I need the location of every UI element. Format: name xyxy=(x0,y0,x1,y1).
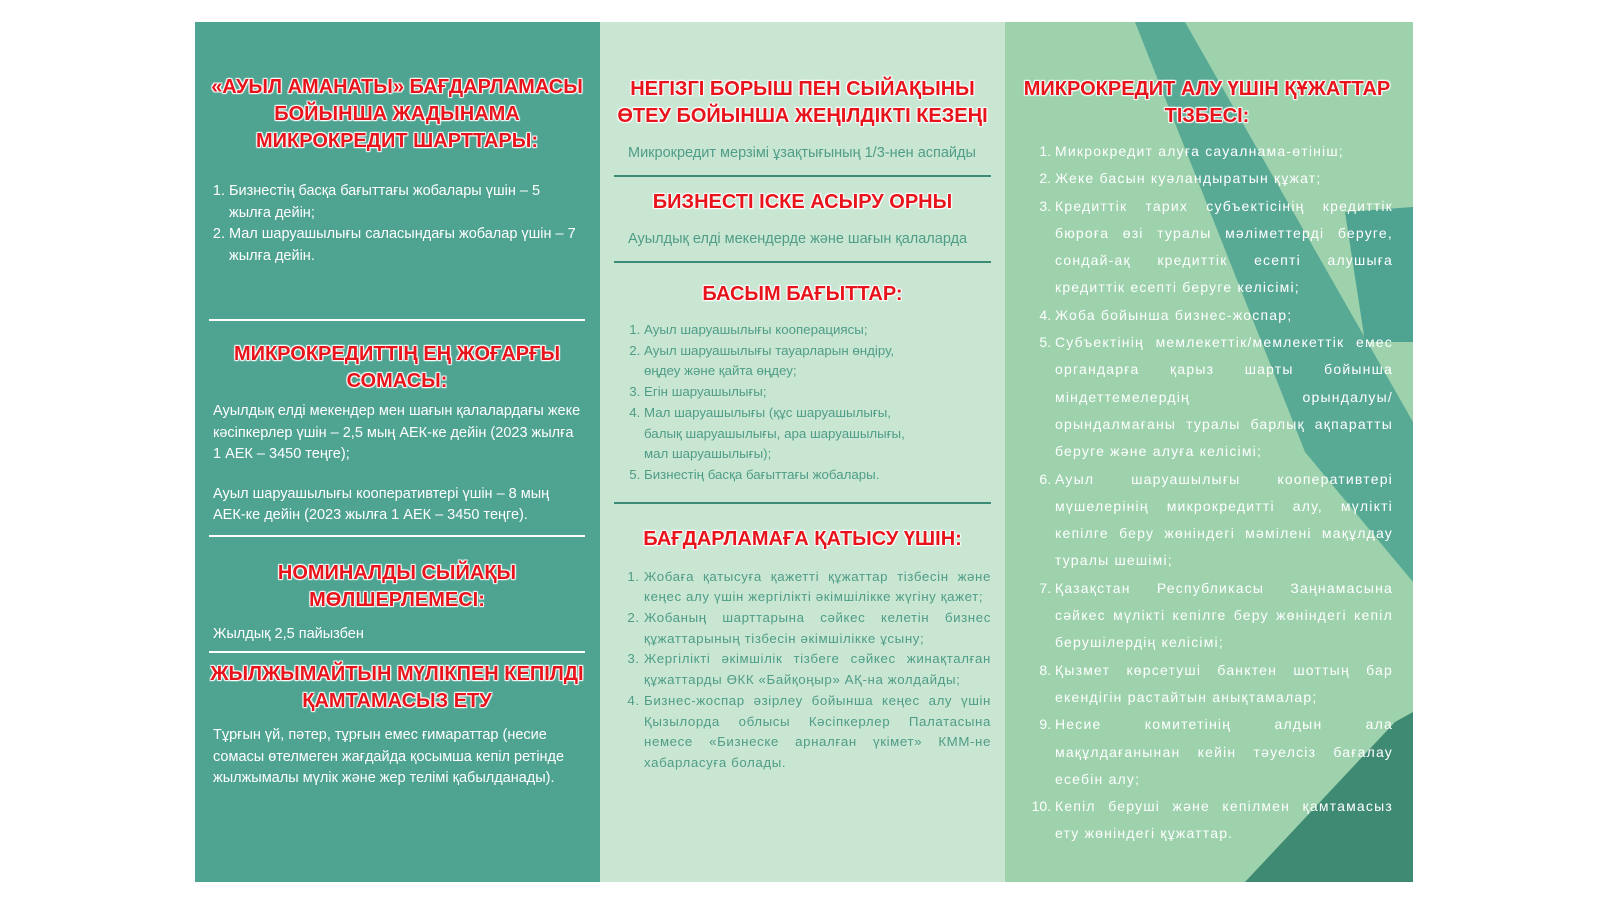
business-location-heading: БИЗНЕСТІ ІСКЕ АСЫРУ ОРНЫ xyxy=(652,191,953,213)
list-item: 2. Жеке басын куәландыратын құжат; xyxy=(1055,165,1393,192)
divider xyxy=(209,535,585,537)
grace-period-text: Микрокредит мерзімі ұзақтығының 1/3-нен аспайды xyxy=(628,145,976,161)
interest-rate-text: Жылдық 2,5 пайызбен xyxy=(213,625,364,642)
left-panel xyxy=(195,22,600,882)
documents-list xyxy=(1021,138,1393,848)
list-item: 4. Бизнес-жоспар әзірлеу бойынша кеңес алу үшін Қызылорда облысы Кәсіпкерлер Палатасына немесе «Бизнеске арналған үкімет» КММ-не хабарласуға болады. xyxy=(644,691,991,774)
interest-rate-heading: НОМИНАЛДЫ СЫЙАҚЫ МӨЛШЕРЛЕМЕСІ: xyxy=(277,561,517,611)
terms-list xyxy=(209,181,585,267)
list-item: 4. Мал шаруашылығы (құс шаруашылығы, балық шаруашылығы, ара шаруашылығы, мал шаруашылығы); xyxy=(644,403,931,465)
list-item: 3. Егін шаруашылығы; xyxy=(644,382,931,403)
collateral-heading: ЖЫЛЖЫМАЙТЫН МҮЛІКПЕН КЕПІЛДІ ҚАМТАМАСЫЗ ЕТУ xyxy=(210,663,584,712)
microcredit-terms-heading: «АУЫЛ АМАНАТЫ» БАҒДАРЛАМАСЫ БОЙЫНША ЖАДЫНАМА МИКРОКРЕДИТ ШАРТТАРЫ: xyxy=(211,76,583,152)
list-item: 6. Ауыл шаруашылығы кооперативтері мүшелерінің микрокредитті алу, мүлікті кепілге беру жөніндегі мәмілені мақұлдау туралы шешімі; xyxy=(1055,466,1393,575)
list-item: 2. Жобаның шарттарына сәйкес келетін бизнес құжаттарының тізбесін әкімшілікке ұсыну; xyxy=(644,608,991,649)
list-item: 8. Қызмет көрсетуші банктен шоттың бар екендігін растайтын анықтамалар; xyxy=(1055,657,1393,712)
priority-areas-list xyxy=(628,320,991,486)
list-item: 9. Несие комитетінің алдын ала мақұлдағанынан кейін тәуелсіз бағалау есебін алу; xyxy=(1055,711,1393,793)
list-item: 3. Кредиттік тарих субъектісінің кредиттік бюроға өзі туралы мәліметтерді беруге, сондай-ақ кредиттік есепті алушыға кредиттік есепті беруге келісімі; xyxy=(1055,193,1393,302)
divider xyxy=(614,261,991,263)
business-location-text: Ауылдық елді мекендерде және шағын қалаларда xyxy=(628,231,968,247)
max-amount-individual-text: Ауылдық елді мекендер мен шағын қалалардағы жеке кәсіпкерлер үшін – 2,5 мың АЕК-ке дейін (2023 жылға 1 АЕК – 3450 теңге); xyxy=(213,403,581,462)
brochure-sheet xyxy=(195,22,1413,882)
documents-list-heading: МИКРОКРЕДИТ АЛУ ҮШІН ҚҰЖАТТАР ТІЗБЕСІ: xyxy=(1023,78,1391,127)
list-item: 10. Кепіл беруші және кепілмен қамтамасыз ету жөніндегі құжаттар. xyxy=(1055,793,1393,848)
list-item: 2. Мал шаруашылығы саласындағы жобалар үшін – 7 жылға дейін. xyxy=(229,224,585,267)
divider xyxy=(614,175,991,177)
list-item: 5. Субъектінің мемлекеттік/мемлекеттік емес органдарға қарыз шарты бойынша міндеттемелердің орындалуы/орындалмағаны туралы барлық ақпаратты беруге және алуға келісімі; xyxy=(1055,329,1393,465)
list-item: 7. Қазақстан Республикасы Заңнамасына сәйкес мүлікті кепілге беру жөніндегі кепіл берушілердің келісімі; xyxy=(1055,575,1393,657)
priority-areas-heading: БАСЫМ БАҒЫТТАР: xyxy=(702,283,903,305)
middle-panel xyxy=(600,22,1005,882)
list-item: 1. Микрокредит алуға сауалнама-өтініш; xyxy=(1055,138,1393,165)
list-item: 3. Жергілікті әкімшілік тізбеге сәйкес жинақталған құжаттарды ӨКК «Байқоңыр» АҚ-на жолдайды; xyxy=(644,649,991,690)
participation-list xyxy=(628,567,991,774)
max-amount-coop-text: Ауыл шаруашылығы кооперативтері үшін – 8 мың АЕК-ке дейін (2023 жылға 1 АЕК – 3450 теңге). xyxy=(213,485,550,523)
divider xyxy=(209,319,585,321)
list-item: 2. Ауыл шаруашылығы тауарларын өндіру, өңдеу және қайта өңдеу; xyxy=(644,341,931,382)
right-panel xyxy=(1005,22,1413,882)
list-item: 1. Бизнестің басқа бағыттағы жобалары үшін – 5 жылға дейін; xyxy=(229,181,585,224)
list-item: 4. Жоба бойынша бизнес-жоспар; xyxy=(1055,302,1393,329)
list-item: 1. Ауыл шаруашылығы кооперациясы; xyxy=(644,320,931,341)
list-item: 5. Бизнестің басқа бағыттағы жобалары. xyxy=(644,465,931,486)
divider xyxy=(209,651,585,653)
collateral-text: Тұрғын үй, пәтер, тұрғын емес ғимараттар (несие сомасы өтелмеген жағдайда қосымша кепіл ретінде жылжымалы мүлік және жер телімі қабылданады). xyxy=(213,727,565,786)
participation-heading: БАҒДАРЛАМАҒА ҚАТЫСУ ҮШІН: xyxy=(643,527,962,550)
list-item: 1. Жобаға қатысуға қажетті құжаттар тізбесін және кеңес алу үшін жергілікті әкімшілікке жүгіну қажет; xyxy=(644,567,991,608)
divider xyxy=(614,502,991,504)
grace-period-heading: НЕГІЗГІ БОРЫШ ПЕН СЫЙАҚЫНЫ ӨТЕУ БОЙЫНША ЖЕҢІЛДІКТІ КЕЗЕҢІ xyxy=(617,78,988,127)
max-amount-heading: МИКРОКРЕДИТТІҢ ЕҢ ЖОҒАРҒЫ СОМАСЫ: xyxy=(233,343,561,392)
